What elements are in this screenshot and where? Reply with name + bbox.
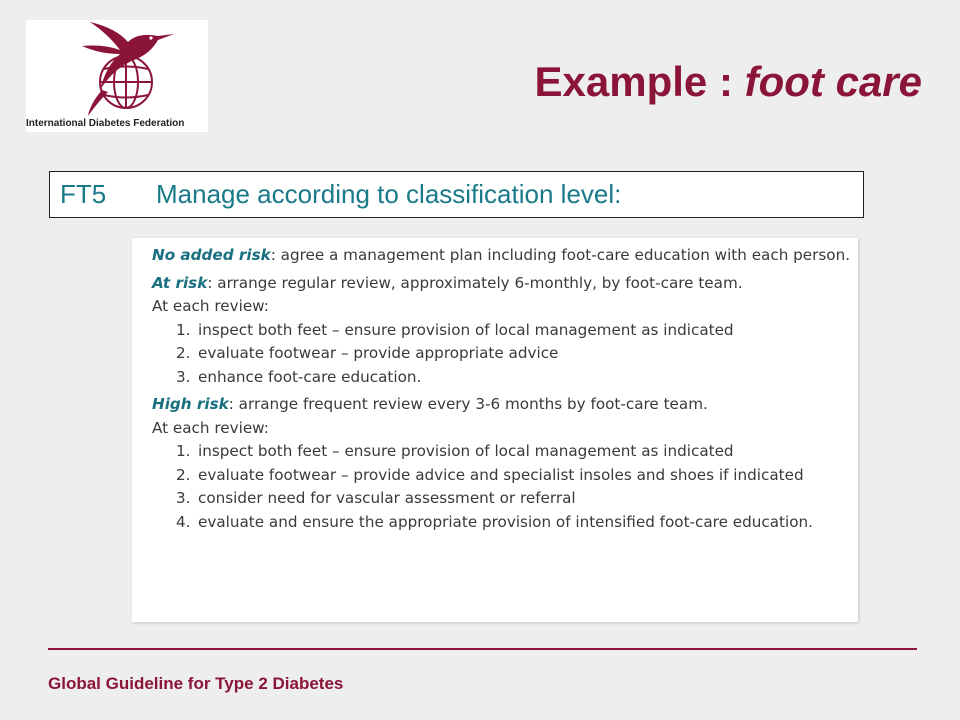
list-item: 1. inspect both feet – ensure provision of local management as indicated [176,442,734,460]
title-emphasis: foot care [744,58,922,105]
list-item: 1. inspect both feet – ensure provision of local management as indicated [176,320,734,339]
list-item: 3. consider need for vascular assessment or referral [176,489,576,507]
high-risk-label: High risk [152,395,229,413]
idf-logo [26,20,208,132]
high-risk-list [152,440,858,534]
no-risk-text: : agree a management plan including foot-care education with each person. [270,246,851,264]
high-risk-text: : arrange frequent review every 3-6 months by foot-care team. [228,395,708,413]
at-risk-text: : arrange regular review, approximately 6-monthly, by foot-care team. [207,273,743,292]
high-risk-review-intro: At each review: [152,418,269,437]
no-risk-paragraph [152,244,858,268]
hummingbird-globe-icon [50,20,180,120]
page-title [535,58,922,106]
at-risk-list [152,319,858,390]
org-name: International Diabetes Federation [26,118,185,129]
list-item: 2. evaluate footwear – provide appropriate advice [176,344,559,362]
at-risk-review-intro: At each review: [152,297,269,315]
list-item: 4. evaluate and ensure the appropriate provision of intensified foot-care education. [176,512,813,531]
footer-divider [48,648,917,650]
recommendation-box [49,171,864,218]
list-item: 3. enhance foot-care education. [176,367,422,386]
recommendation-code: FT5 [60,179,107,209]
at-risk-paragraph [152,272,858,296]
list-item: 2. evaluate footwear – provide advice and specialist insoles and shoes if indicated [176,465,804,484]
title-prefix: Example : [534,58,745,105]
high-risk-paragraph [152,393,858,417]
recommendation-text: Manage according to classification level: [156,179,622,209]
classification-content [132,238,858,622]
footer-text: Global Guideline for Type 2 Diabetes [48,674,344,693]
no-risk-label: No added risk [152,246,271,264]
at-risk-label: At risk [152,273,208,292]
